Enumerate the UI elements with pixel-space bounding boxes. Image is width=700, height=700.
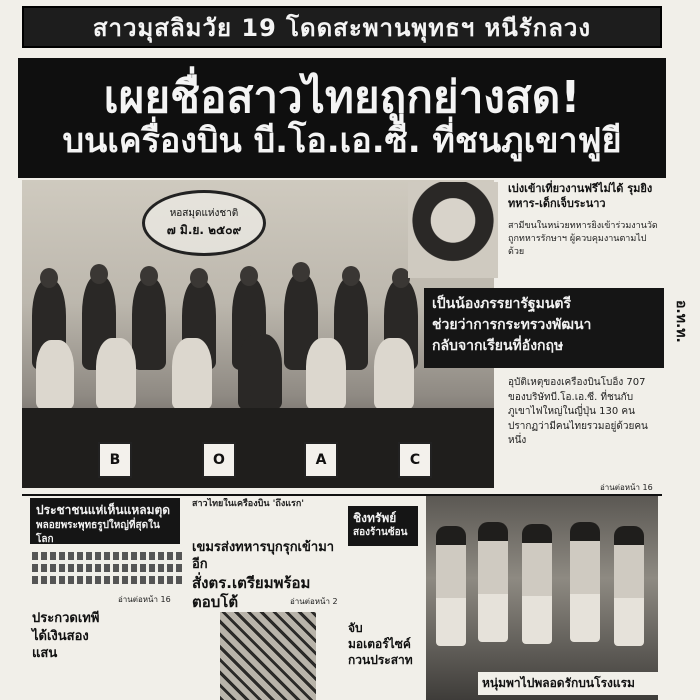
- center-headline-line1: เขมรส่งทหารบุกรุกเข้ามาอีก: [192, 540, 335, 572]
- letter-box: C: [398, 442, 432, 478]
- contestant-figure: [570, 522, 600, 642]
- caption-box: [424, 288, 664, 368]
- portrait-photo: [408, 182, 498, 278]
- library-stamp: [142, 190, 266, 256]
- col1-a-subhead: พลอยพระพุทธรูปใหญ่ที่สุดในโลก: [36, 519, 160, 545]
- person-figure: [306, 338, 346, 410]
- person-figure: [36, 340, 74, 410]
- center-continued: อ่านต่อหน้า 2: [290, 597, 338, 606]
- person-figure: [96, 338, 136, 410]
- letter-box: A: [304, 442, 338, 478]
- col1-b-headline: ประกวดเทพี: [32, 611, 100, 626]
- person-head: [90, 264, 108, 284]
- bottom-caption: หนุ่มพาไปพลอดรักบนโรงแรม: [478, 672, 658, 695]
- center-kicker: สาวไทยในเครื่องบิน 'ถึงแรก': [192, 499, 305, 509]
- letter-box: O: [202, 442, 236, 478]
- lead-story-body: อุบัติเหตุของเครื่องบินโบอิ้ง 707 ของบริษัทบี.โอ.เอ.ซี. ที่ชนกับภูเขาไฟใหญ่ในญี่ปุ่น 130 คนปรากฏว่ามีคนไทยรวมอยู่ด้วยคนหนึ่ง: [508, 377, 648, 446]
- col1-a-continued: อ่านต่อหน้า 16: [118, 595, 171, 604]
- right-col-box1: [348, 506, 418, 546]
- contestant-figure: [522, 524, 552, 644]
- caption-line3: กลับจากเรียนที่อังกฤษ: [432, 338, 564, 354]
- person-head: [190, 268, 208, 288]
- person-head: [140, 266, 158, 286]
- kicker-text: สาวมุสลิมวัย 19 โดดสะพานพุทธฯ หนีรักลวง: [92, 13, 592, 42]
- caption-line2: ช่วยว่าการกระทรวงพัฒนา: [432, 317, 592, 333]
- right-col-box1-line2: สองร้านซ้อน: [353, 527, 408, 539]
- right-col-box1-line1: ชิงทรัพย์: [353, 511, 397, 525]
- pageant-photo: [426, 496, 658, 700]
- contestant-figure: [436, 526, 466, 646]
- headline-banner: [18, 58, 666, 178]
- caption-line1: เป็นน้องภรรยารัฐมนตรี: [432, 296, 572, 312]
- headline-line2: บนเครื่องบิน บี.โอ.เอ.ซี. ที่ชนภูเขาฟูยี: [62, 120, 622, 161]
- contestant-figure: [614, 526, 644, 646]
- stamp-line1: หอสมุดแห่งชาติ: [169, 208, 239, 219]
- person-figure: [238, 334, 282, 410]
- person-figure: [132, 278, 166, 370]
- person-head: [40, 268, 58, 288]
- person-figure: [172, 338, 212, 410]
- kicker-banner: [22, 6, 662, 48]
- col1-b-subhead: ได้เงินสองแสน: [32, 628, 89, 662]
- right-col-box2: [348, 620, 424, 669]
- letter-box: B: [98, 442, 132, 478]
- col1-a-header: [30, 498, 180, 544]
- col1-a-headline: ประชาชนแห่เห็นแหลมตุด: [36, 503, 171, 517]
- right-col-box2-line1: จับมอเตอร์ไซค์: [348, 621, 411, 652]
- headline-line1: เผยชื่อสาวไทยถูกย่างสด!: [103, 72, 581, 124]
- tower-photo: [220, 612, 316, 700]
- right-story-body: สามีขนในหน่วยทหารยิงเข้าร่วมงานวัด ถูกทหารรักษาฯ ผู้ควบคุมงานตามไปด้วย: [508, 221, 658, 258]
- stamp-line2: ๗ มิ.ย. ๒๕๐๙: [166, 223, 242, 237]
- right-story-title: เบ่งเข้าเที่ยวงานฟรีไม่ได้ รุมยิงทหาร-เด็กเจ็บระนาว: [508, 182, 653, 210]
- lead-story-continued: อ่านต่อหน้า 16: [600, 483, 653, 492]
- col1-a-body: [32, 548, 182, 592]
- side-mark: อ.ท.ท.: [673, 300, 689, 343]
- person-figure: [374, 338, 414, 410]
- person-head: [342, 266, 360, 286]
- col1-b-header: [32, 610, 112, 663]
- contestant-figure: [478, 522, 508, 642]
- center-headline-line2: สั่งตร.เตรียมพร้อมตอบโต้: [192, 573, 311, 612]
- person-head: [292, 262, 310, 282]
- person-head: [240, 266, 258, 286]
- right-col-box2-line2: กวนประสาท: [348, 653, 413, 668]
